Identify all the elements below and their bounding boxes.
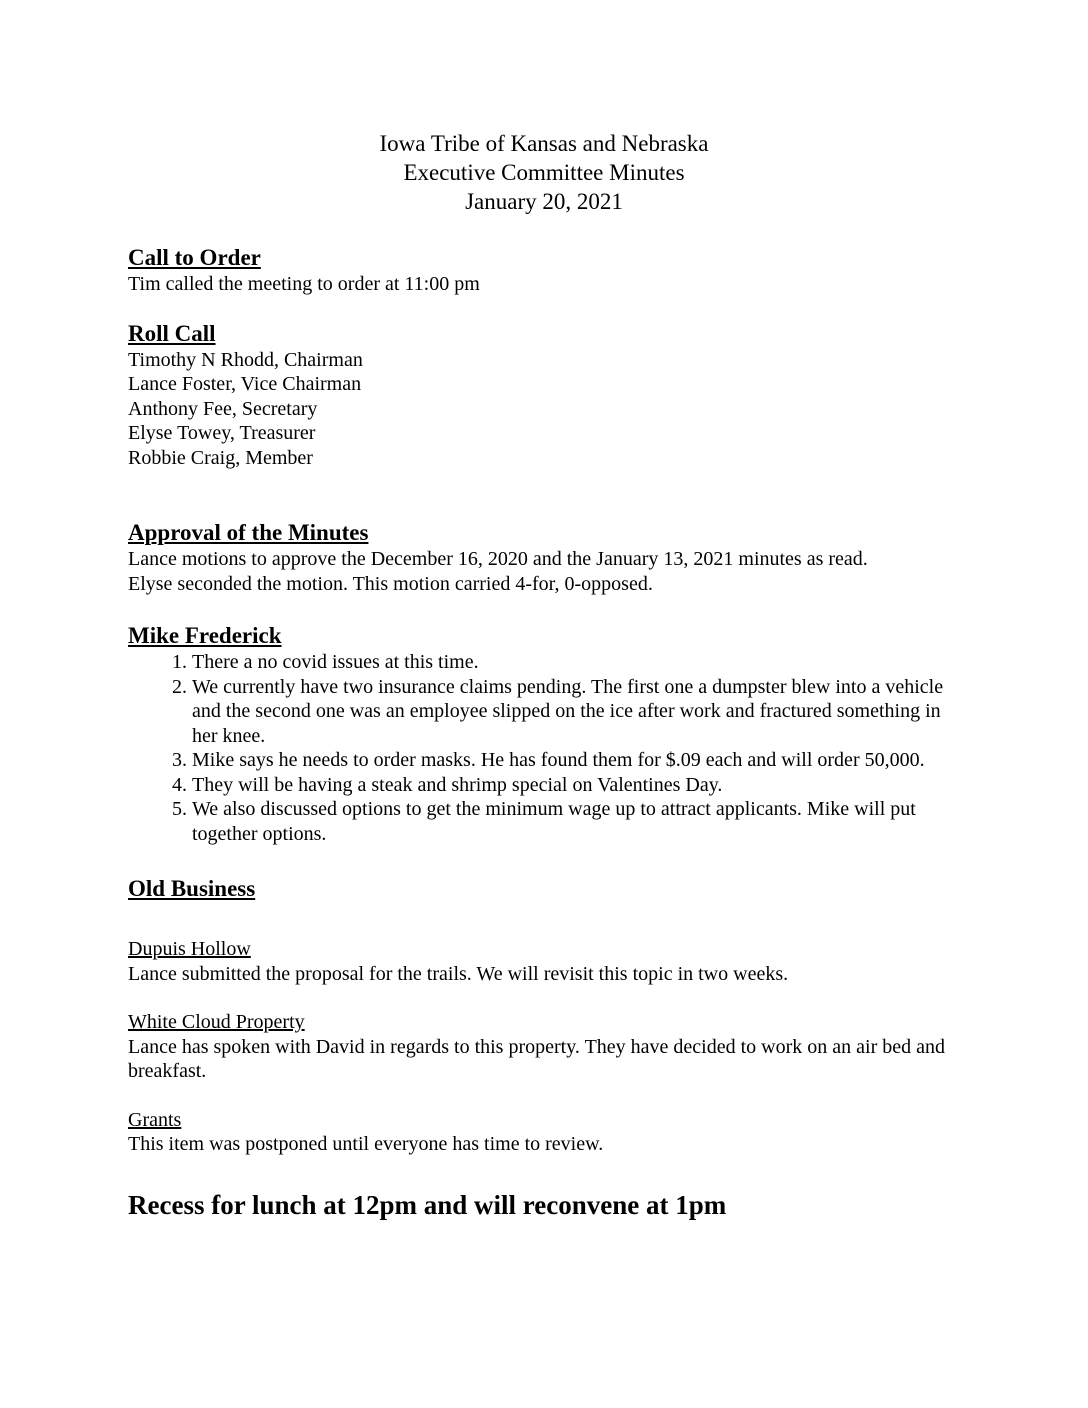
recess-statement: Recess for lunch at 12pm and will reconvene at 1pm (128, 1189, 727, 1220)
roll-call-member: Robbie Craig, Member (128, 446, 313, 469)
roll-call-member: Anthony Fee, Secretary (128, 397, 318, 420)
call-to-order-text: Tim called the meeting to order at 11:00 pm (128, 273, 480, 295)
approval-section (128, 519, 958, 596)
mike-frederick-section (128, 622, 958, 846)
list-item: 2. We currently have two insurance claims pending. The first one a dumpster blew into a vehicle and the second one was an employee slipped on the ice after work and fractured something in her knee. (192, 675, 958, 749)
list-item: 1. There a no covid issues at this time. (192, 650, 958, 675)
grants-text: This item was postponed until everyone has time to review. (128, 1133, 604, 1155)
white-cloud-text: Lance has spoken with David in regards to this property. They have decided to work on an air bed and breakfast. (128, 1035, 945, 1082)
approval-heading: Approval of the Minutes (128, 520, 369, 545)
list-item: 4. They will be having a steak and shrimp special on Valentines Day. (192, 773, 958, 798)
roll-call-member: Lance Foster, Vice Chairman (128, 373, 362, 395)
call-to-order-section (128, 244, 958, 297)
list-item: 3. Mike says he needs to order masks. He has found them for $.09 each and will order 50,000. (192, 748, 958, 773)
list-item: 5. We also discussed options to get the minimum wage up to attract applicants. Mike will put together options. (192, 797, 958, 846)
grants-subheading: Grants (128, 1108, 182, 1131)
roll-call-member: Timothy N Rhodd, Chairman (128, 348, 363, 371)
approval-text-line: Elyse seconded the motion. This motion carried 4-for, 0-opposed. (128, 572, 653, 595)
document-body (128, 244, 958, 1221)
call-to-order-heading: Call to Order (128, 245, 261, 270)
mike-frederick-list (128, 650, 958, 846)
old-business-heading: Old Business (128, 876, 256, 901)
tribe-name: Iowa Tribe of Kansas and Nebraska (379, 131, 709, 156)
dupuis-hollow-subheading: Dupuis Hollow (128, 938, 251, 960)
roll-call-member: Elyse Towey, Treasurer (128, 422, 316, 444)
white-cloud-subheading: White Cloud Property (128, 1011, 305, 1033)
roll-call-section (128, 320, 958, 471)
roll-call-heading: Roll Call (128, 320, 216, 346)
document-header (0, 129, 1088, 216)
mike-frederick-heading: Mike Frederick (128, 623, 282, 648)
dupuis-hollow-text: Lance submitted the proposal for the trails. We will revisit this topic in two weeks. (128, 962, 789, 985)
old-business-section (128, 875, 958, 1157)
document-title: Executive Committee Minutes (403, 160, 685, 185)
meeting-date: January 20, 2021 (465, 189, 623, 214)
approval-text-line: Lance motions to approve the December 16, 2020 and the January 13, 2021 minutes as read. (128, 548, 868, 570)
